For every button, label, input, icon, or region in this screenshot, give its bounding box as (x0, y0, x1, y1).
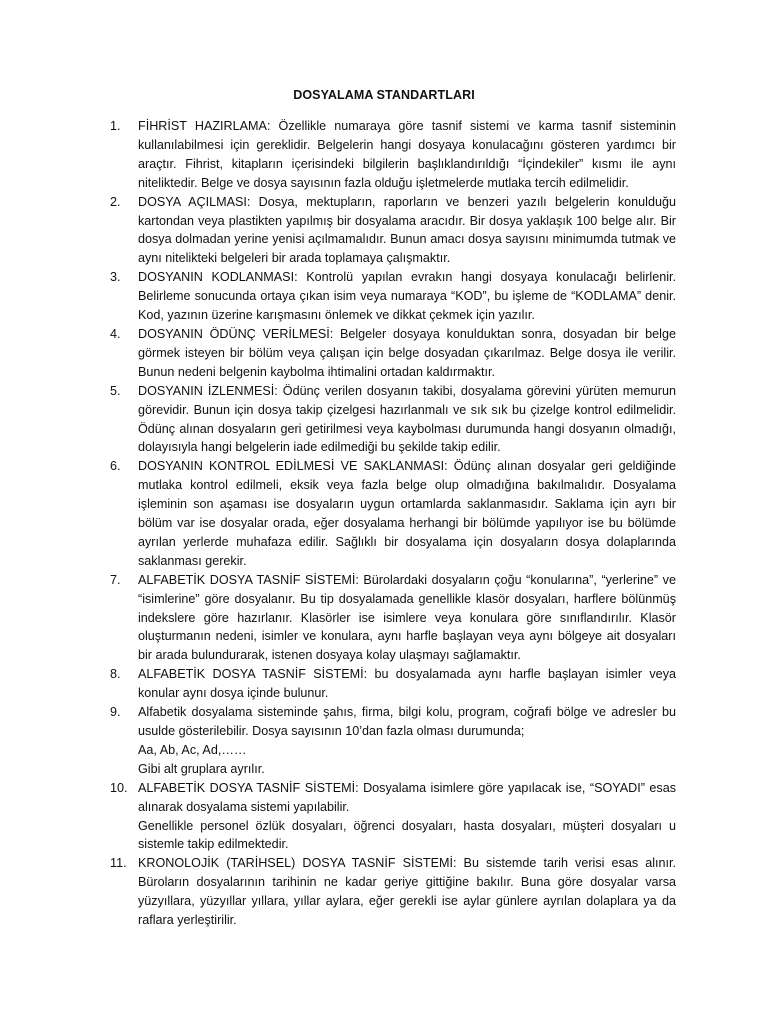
list-item-text: DOSYANIN KODLANMASI: Kontrolü yapılan evrakın hangi dosyaya konulacağı belirlenir. Belirleme sonucunda ortaya çıkan isim veya numaraya “KOD”, bu işleme de “KODLAMA” denir. Kod, yazının üzerine karışmasını önlemek ve dikkat çekmek için yazılır. (138, 270, 676, 323)
list-item (108, 193, 676, 269)
list-item-number: 4. (110, 326, 121, 341)
list-item (108, 268, 676, 325)
list-item-number: 11. (110, 856, 127, 871)
list-item-text: Genellikle personel özlük dosyaları, öğrenci dosyaları, hasta dosyaları, müşteri dosyaları u sistemle takip edilmektedir. (138, 818, 676, 852)
list-item-text: ALFABETİK DOSYA TASNİF SİSTEMİ: bu dosyalamada aynı harfle başlayan isimler veya konular aynı dosya içinde bulunur. (138, 667, 676, 701)
list-item-text: DOSYANIN ÖDÜNÇ VERİLMESİ: Belgeler dosyaya konulduktan sonra, dosyadan bir belge görmek isteyen bir bölüm veya çalışan için belge dosyadan çıkarılmaz. Belge dosya ile verilir. Bunun nedeni belgenin kaybolma ihtimalini ortadan kaldırmaktır. (138, 326, 676, 379)
list-item-number: 10. (110, 780, 128, 795)
list-item (108, 665, 676, 703)
list-item-number: 7. (110, 572, 121, 587)
list-item (108, 457, 676, 570)
list-item (108, 703, 676, 779)
list-item-number: 8. (110, 667, 121, 682)
list-item-text: Aa, Ab, Ac, Ad,…… (138, 742, 247, 757)
numbered-list (108, 117, 676, 930)
list-item-number: 3. (110, 270, 121, 285)
list-item-text: Alfabetik dosyalama sisteminde şahıs, firma, bilgi kolu, program, coğrafi bölge ve adresler bu usulde gösterilebilir. Dosya sayısının 10’dan fazla olması durumunda; (138, 705, 676, 738)
list-item-text: KRONOLOJİK (TARİHSEL) DOSYA TASNİF SİSTEMİ: Bu sistemde tarih verisi esas alınır. Büroların dosyalarının tarihinin ne kadar geriye gittiğine bakılır. Buna göre dosyalar varsa yüzyıllara, yüzyıllar yıllara, yıllar aylara, eğer gerekli ise aylar günlere ayrılan dolaplara ya da raflara yerleştirilir. (138, 856, 676, 928)
list-item-number: 5. (110, 383, 121, 398)
list-item (108, 382, 676, 458)
document-title: DOSYALAMA STANDARTLARI (293, 88, 475, 102)
list-item-text: DOSYA AÇILMASI: Dosya, mektupların, raporların ve benzeri yazılı belgelerin konulduğu kartondan veya plastikten yapılmış bir dosyalama aracıdır. Bir dosya yaklaşık 100 belge alır. Bir dosya dolmadan yerine yenisi açılmamalıdır. Bunun amacı dosya sayısını minimumda tutmak ve aynı nitelikteki belgeleri bir arada toplamaya çalışmaktır. (138, 194, 676, 266)
list-item (108, 779, 676, 855)
list-item (108, 325, 676, 382)
list-item-number: 6. (110, 459, 121, 474)
list-item (108, 571, 676, 666)
list-item-text: ALFABETİK DOSYA TASNİF SİSTEMİ: Bürolardaki dosyaların çoğu “konularına”, “yerlerine” ve “isimlerine” göre dosyalanır. Bu tip dosyalamada genellikle klasör dosyaları, harflere bölünmüş indekslere göre hazırlanır. Klasörler ise isimlere veya konulara göre sınıflandırılır. Klasör oluşturmanın nedeni, isimler ve konulara, aynı harfle başlayan veya aynı bölgeye ait dosyaları bir arada bulundurarak, istenen dosyaya kolay ulaşmayı sağlamaktır. (138, 572, 676, 663)
list-item-text: DOSYANIN KONTROL EDİLMESİ VE SAKLANMASI: Ödünç alınan dosyalar geri geldiğinde mutlaka kontrol edilmeli, eksik veya fazla belge olup olmadığına bakılmalıdır. Dosyalama işleminin son aşaması ise dosyaların uygun ortamlarda saklanmasıdır. Saklama için ayrı bir bölüm var ise dosyalar orada, eğer dosyalama herhangi bir bölümde yapılıyor ise bu bölümde ayrılan yerlerde muhafaza edilir. Sağlıklı bir dosyalama için dosyaların dosya dolaplarında saklanması gerekir. (138, 459, 676, 568)
list-item-number: 9. (110, 705, 121, 720)
list-item-text: Gibi alt gruplara ayrılır. (138, 761, 265, 776)
list-item (108, 854, 676, 930)
list-item (108, 117, 676, 193)
list-item-text: ALFABETİK DOSYA TASNİF SİSTEMİ: Dosyalama isimlere göre yapılacak ise, “SOYADI” esas alınarak dosyalama sistemi yapılabilir. (138, 780, 676, 814)
list-item-text: FİHRİST HAZIRLAMA: Özellikle numaraya göre tasnif sistemi ve karma tasnif sisteminin kullanılabilmesi için gereklidir. Belgelerin hangi dosyaya konulacağını gösteren yardımcı bir araçtır. Fihrist, kitapların içerisindeki bilgilerin başlıklandırıldığı “İçindekiler” kısmı ile aynı niteliktedir. Belge ve dosya sayısının fazla olduğu işletmelerde mutlaka tercih edilmelidir. (138, 119, 676, 190)
list-item-number: 2. (110, 194, 121, 209)
list-item-text: DOSYANIN İZLENMESİ: Ödünç verilen dosyanın takibi, dosyalama görevini yürüten memurun görevidir. Bunun için dosya takip çizelgesi hazırlanmalı ve sık sık bu çizelge kontrol edilmelidir. Ödünç alınan dosyaların geri getirilmesi veya kaybolması durumunda hangi dosyanın olmadığı, dolayısıyla hangi belgelerin iade edilmediği bu şekilde takip edilir. (138, 383, 676, 455)
list-item-number: 1. (110, 119, 121, 133)
